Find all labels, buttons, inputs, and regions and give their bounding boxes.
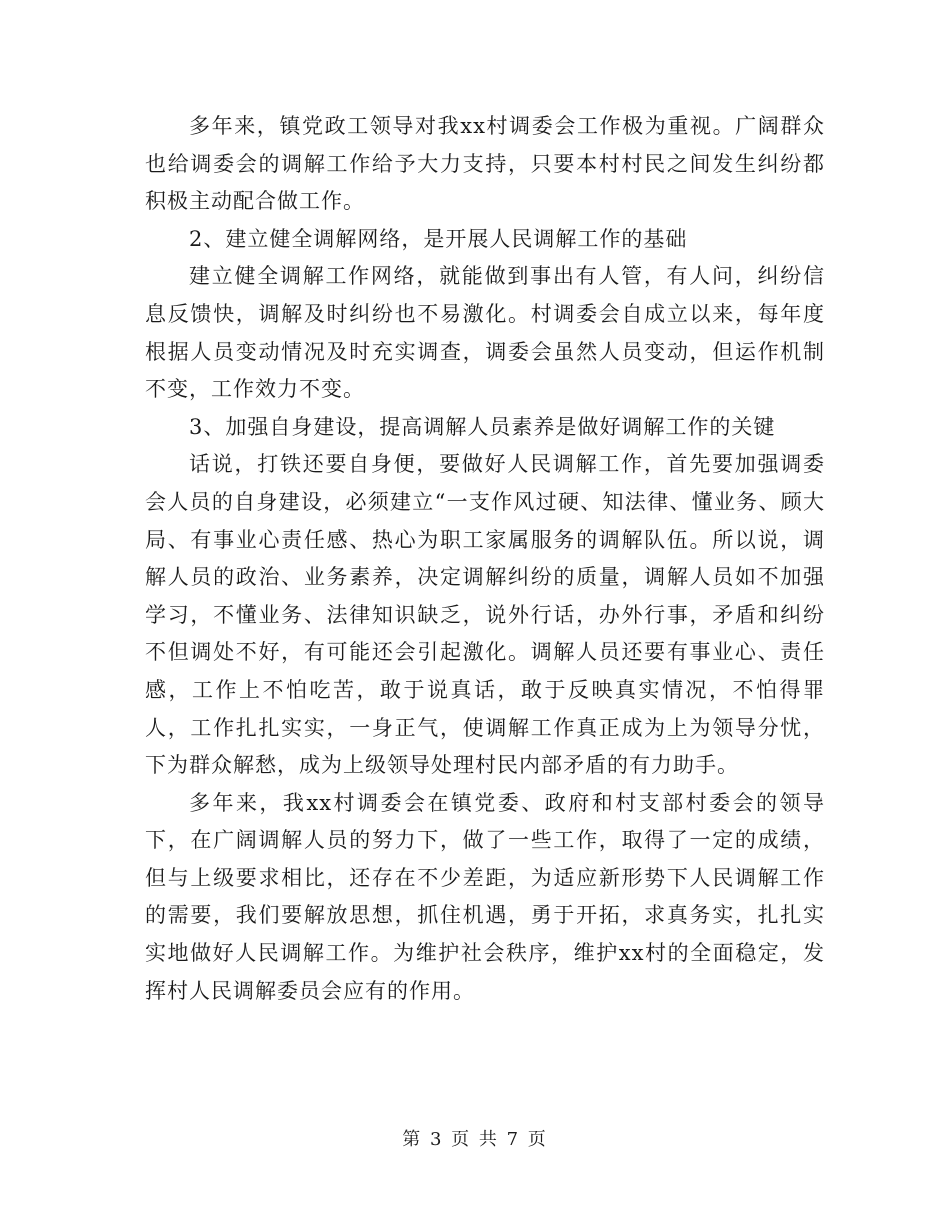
paragraph-network: 建立健全调解工作网络，就能做到事出有人管，有人问，纠纷信息反馈快，调解及时纠纷也不易激化。村调委会自成立以来，每年度根据人员变动情况及时充实调查，调委会虽然人员变动，但运作机制不变，工作效力不变。	[145, 264, 825, 402]
page-number-footer: 第 3 页 共 7 页	[402, 1129, 548, 1150]
paragraph-conclusion: 多年来，我xx村调委会在镇党委、政府和村支部村委会的领导下，在广阔调解人员的努力下，做了一些工作，取得了一定的成绩，但与上级要求相比，还存在不少差距，为适应新形势下人民调解工作的需要，我们要解放思想，抓住机遇，勇于开拓，求真务实，扎扎实实地做好人民调解工作。为维护社会秩序，维护xx村的全面稳定，发挥村人民调解委员会应有的作用。	[145, 790, 825, 1003]
paragraph-self-building: 话说，打铁还要自身便，要做好人民调解工作，首先要加强调委会人员的自身建设，必须建立“一支作风过硬、知法律、懂业务、顾大局、有事业心责任感、热心为职工家属服务的调解队伍。所以说，调解人员的政治、业务素养，决定调解纠纷的质量，调解人员如不加强学习，不懂业务、法律知识缺乏，说外行话，办外行事，矛盾和纠纷不但调处不好，有可能还会引起激化。调解人员还要有事业心、责任感，工作上不怕吃苦，敢于说真话，敢于反映真实情况，不怕得罪人，工作扎扎实实，一身正气，使调解工作真正成为上为领导分忧，下为群众解愁，成为上级领导处理村民内部矛盾的有力助手。	[145, 452, 825, 778]
document-body	[145, 108, 825, 1010]
paragraph-intro: 多年来，镇党政工领导对我xx村调委会工作极为重视。广阔群众也给调委会的调解工作给予大力支持，只要本村村民之间发生纠纷都积极主动配合做工作。	[145, 114, 825, 214]
section-heading-2: 2、建立健全调解网络，是开展人民调解工作的基础	[189, 226, 688, 251]
section-heading-3: 3、加强自身建设，提高调解人员素养是做好调解工作的关键	[189, 414, 776, 439]
